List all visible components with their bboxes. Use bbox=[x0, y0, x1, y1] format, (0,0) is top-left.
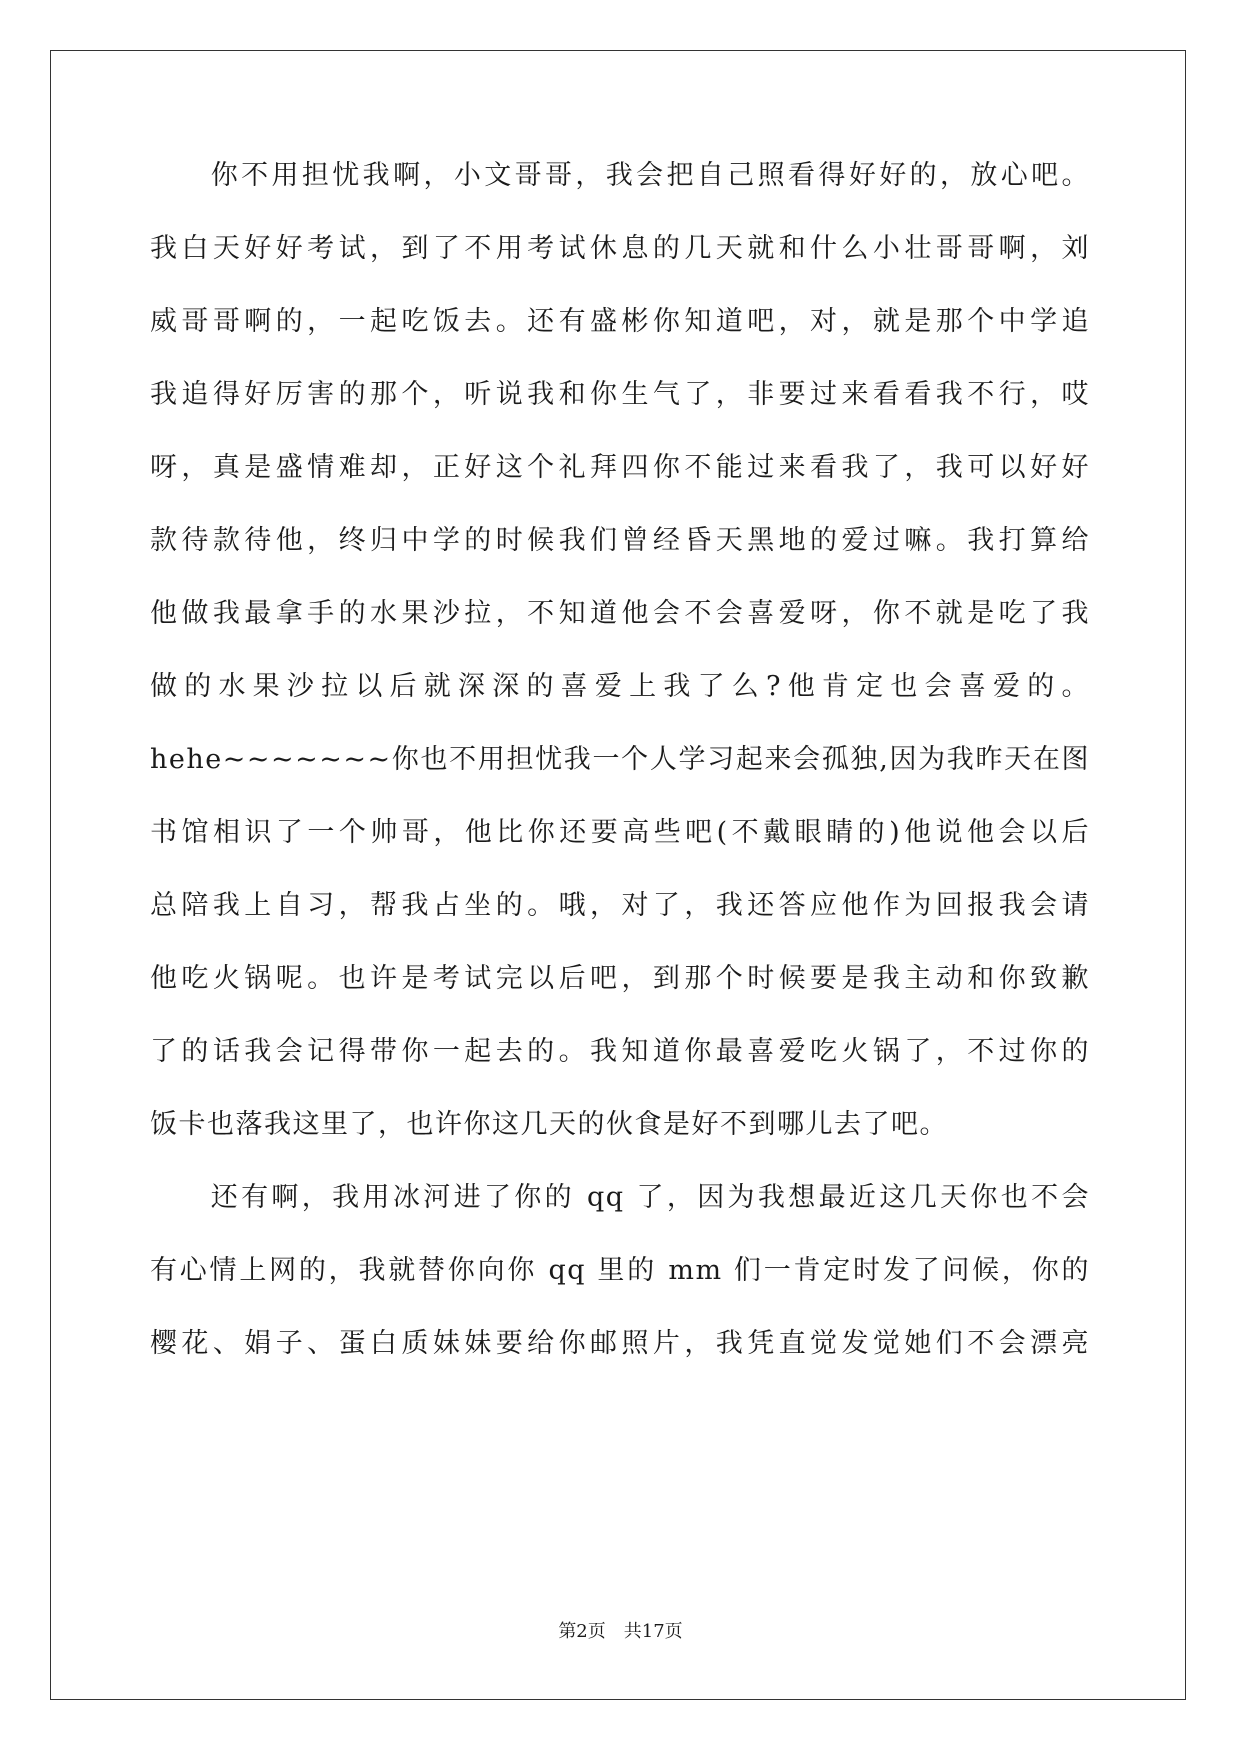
text-line: hehe~~~~~~~你也不用担忧我一个人学习起来会孤独,因为我昨天在图 bbox=[150, 744, 1090, 775]
text-line: 书馆相识了一个帅哥，他比你还要高些吧(不戴眼睛的)他说他会以后 bbox=[150, 817, 1090, 848]
text-line: 呀，真是盛情难却，正好这个礼拜四你不能过来看我了，我可以好好 bbox=[150, 452, 1090, 483]
text-line: 还有啊，我用冰河进了你的 qq 了，因为我想最近这几天你也不会 bbox=[150, 1182, 1090, 1213]
text-line: 有心情上网的，我就替你向你 qq 里的 mm 们一肯定时发了问候，你的 bbox=[150, 1255, 1090, 1286]
text-line: 款待款待他，终归中学的时候我们曾经昏天黑地的爱过嘛。我打算给 bbox=[150, 525, 1090, 556]
text-line: 你不用担忧我啊，小文哥哥，我会把自己照看得好好的，放心吧。 bbox=[150, 160, 1090, 191]
page-number-footer: 第2页 共17页 bbox=[558, 1621, 683, 1642]
text-line: 威哥哥啊的，一起吃饭去。还有盛彬你知道吧，对，就是那个中学追 bbox=[150, 306, 1090, 337]
text-line: 我白天好好考试，到了不用考试休息的几天就和什么小壮哥哥啊，刘 bbox=[150, 233, 1090, 264]
page-border bbox=[50, 50, 1186, 1700]
text-line: 樱花、娟子、蛋白质妹妹要给你邮照片，我凭直觉发觉她们不会漂亮 bbox=[150, 1328, 1090, 1359]
text-line: 做的水果沙拉以后就深深的喜爱上我了么?他肯定也会喜爱的。 bbox=[150, 671, 1090, 702]
text-line: 了的话我会记得带你一起去的。我知道你最喜爱吃火锅了，不过你的 bbox=[150, 1036, 1090, 1067]
text-line: 他做我最拿手的水果沙拉，不知道他会不会喜爱呀，你不就是吃了我 bbox=[150, 598, 1090, 629]
text-line: 他吃火锅呢。也许是考试完以后吧，到那个时候要是我主动和你致歉 bbox=[150, 963, 1090, 994]
text-line: 我追得好厉害的那个，听说我和你生气了，非要过来看看我不行，哎 bbox=[150, 379, 1090, 410]
text-line: 总陪我上自习，帮我占坐的。哦，对了，我还答应他作为回报我会请 bbox=[150, 890, 1090, 921]
text-line: 饭卡也落我这里了，也许你这几天的伙食是好不到哪儿去了吧。 bbox=[150, 1109, 948, 1140]
